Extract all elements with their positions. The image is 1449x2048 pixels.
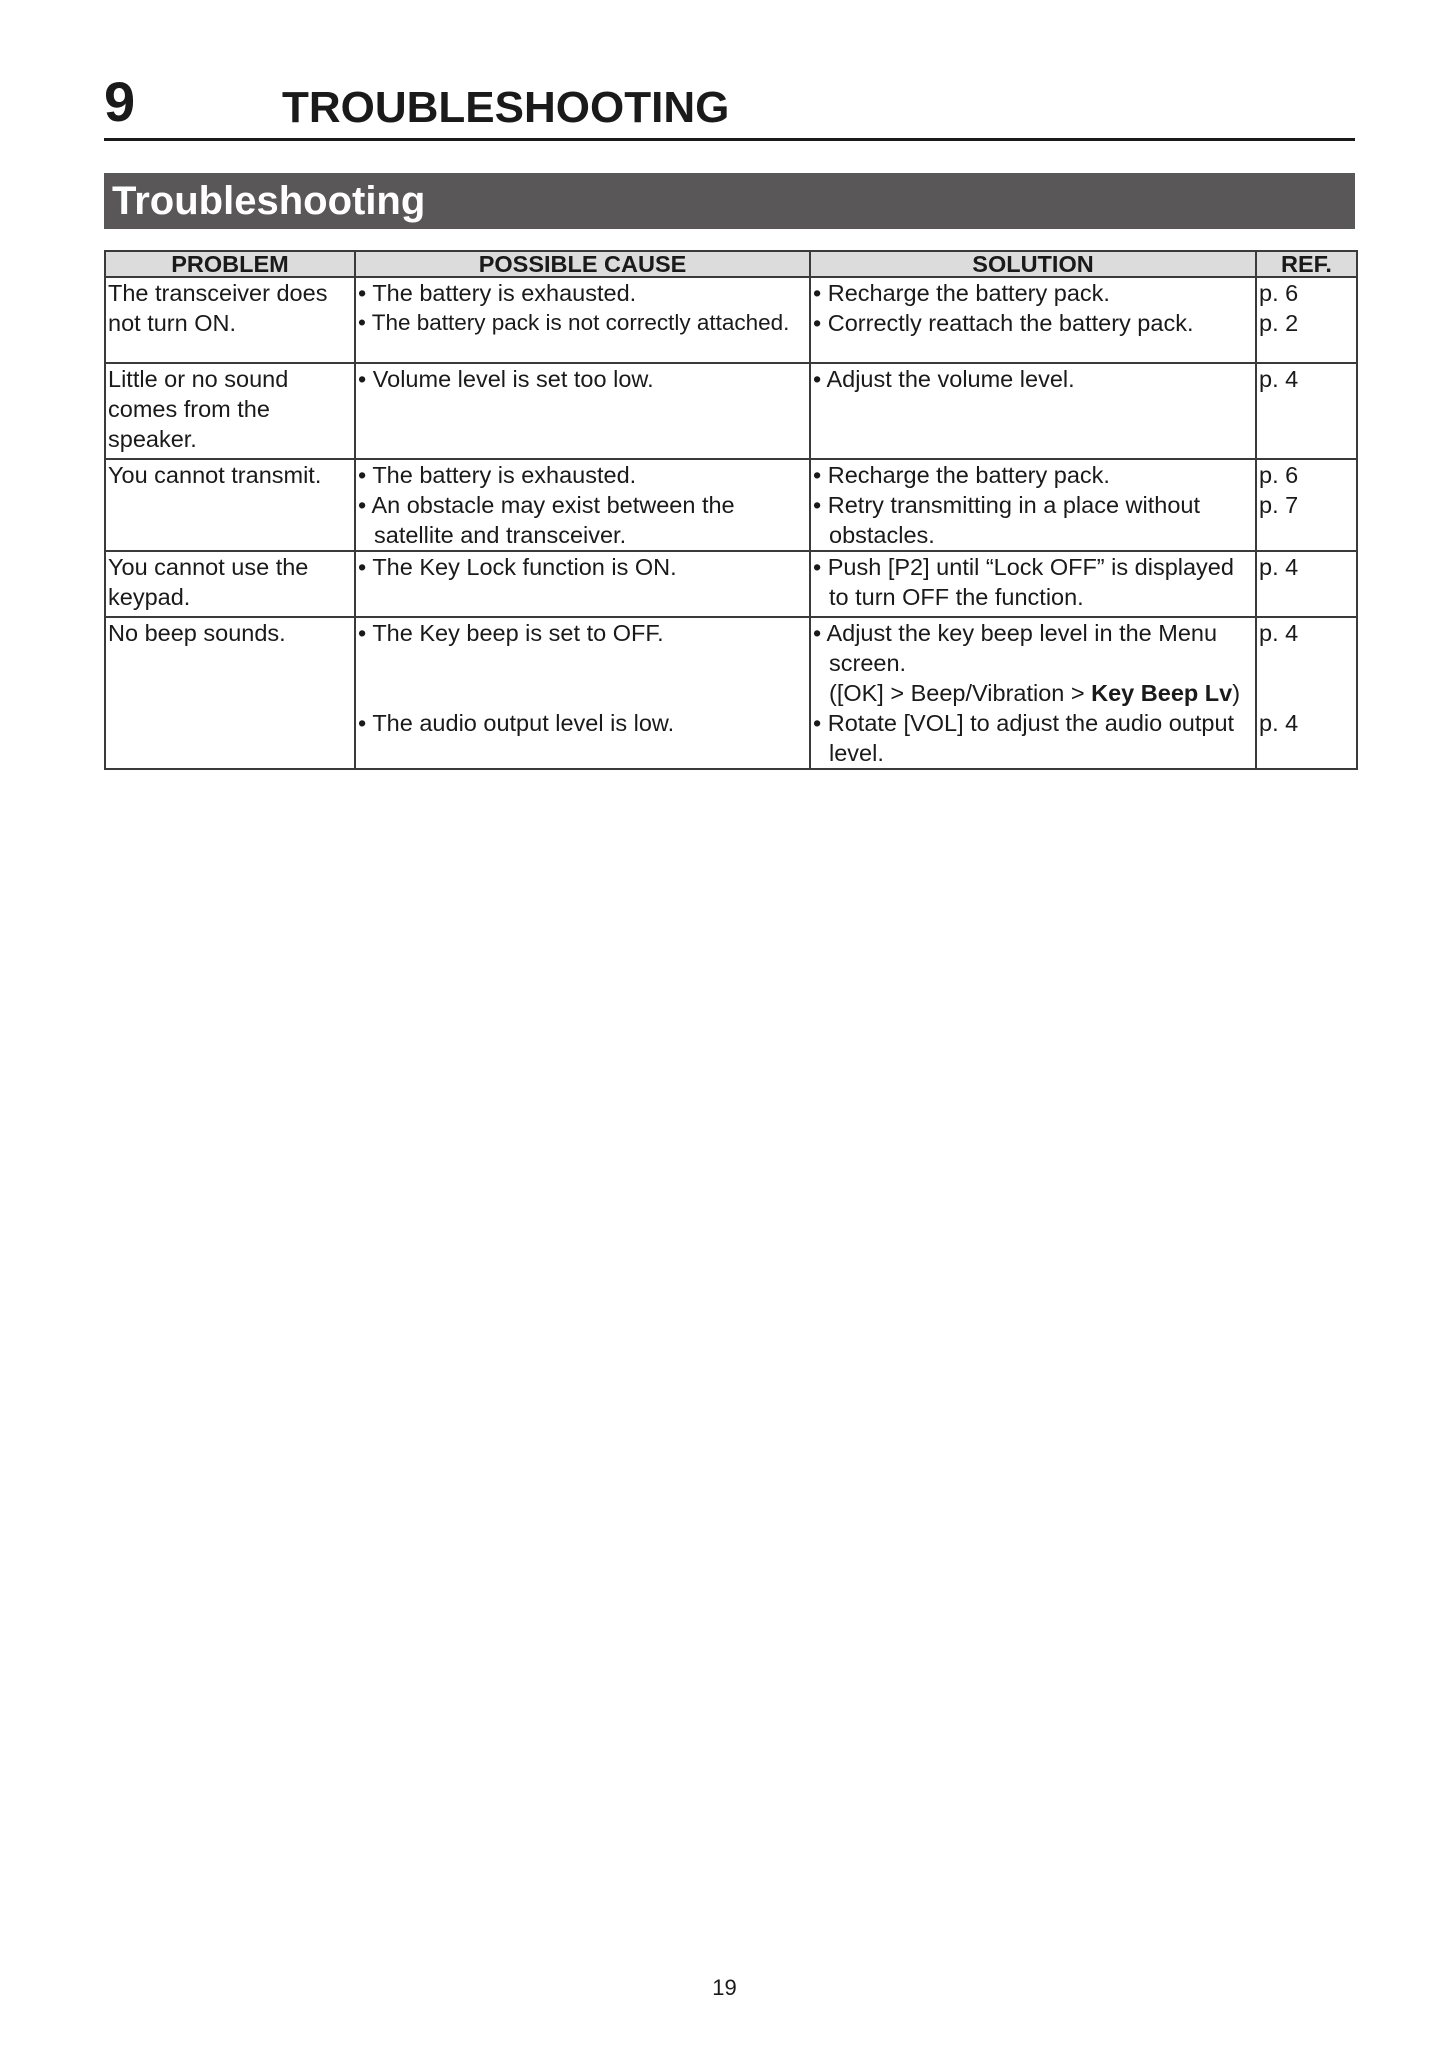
problem-cell: You cannot use the keypad. (105, 551, 355, 617)
cause-cell (355, 459, 810, 551)
ref-item: p. 4 (1259, 710, 1299, 736)
cause-cell (355, 277, 810, 363)
solution-item: • Recharge the battery pack. (813, 280, 1110, 306)
ref-item: p. 7 (1259, 492, 1299, 518)
solution-item: • Adjust the volume level. (813, 366, 1075, 392)
problem-cell: You cannot transmit. (105, 459, 355, 551)
cause-item: • The battery is exhausted. (358, 280, 637, 306)
ref-item: p. 2 (1259, 310, 1299, 336)
menu-path-suffix: ) (1232, 680, 1241, 706)
chapter-number: 9 (104, 70, 136, 133)
solution-item: • Adjust the key beep level in the Menu screen. (813, 620, 1218, 676)
menu-path-item: Key Beep Lv (1091, 680, 1233, 706)
menu-path-prefix: ([OK] > Beep/Vibration > (829, 680, 1092, 706)
solution-item: • Retry transmitting in a place without obstacles. (813, 492, 1201, 548)
solution-cell (810, 363, 1256, 459)
problem-cell: No beep sounds. (105, 617, 355, 769)
table-header-row (105, 251, 1357, 277)
cell-spacer (1259, 678, 1354, 708)
solution-cell (810, 277, 1256, 363)
cause-item: • The audio output level is low. (358, 710, 675, 736)
header-ref: REF. (1256, 251, 1357, 277)
table-row (105, 277, 1357, 363)
solution-cell (810, 617, 1256, 769)
table-row (105, 617, 1357, 769)
ref-item: p. 4 (1259, 620, 1299, 646)
cause-item: • The battery pack is not correctly attached. (358, 310, 790, 335)
solution-item: • Push [P2] until “Lock OFF” is displayed to turn OFF the function. (813, 554, 1234, 610)
cause-item: • The Key beep is set to OFF. (358, 620, 664, 646)
header-solution: SOLUTION (810, 251, 1256, 277)
cell-spacer (358, 678, 807, 708)
ref-cell (1256, 363, 1357, 459)
solution-item: • Recharge the battery pack. (813, 462, 1110, 488)
header-problem: PROBLEM (105, 251, 355, 277)
cause-item: • The Key Lock function is ON. (358, 554, 677, 580)
problem-cell: Little or no sound comes from the speaker. (105, 363, 355, 459)
problem-cell: The transceiver does not turn ON. (105, 277, 355, 363)
menu-path (813, 678, 1253, 708)
page-number: 19 (712, 1975, 737, 2000)
cause-cell (355, 551, 810, 617)
troubleshooting-table (104, 250, 1358, 770)
solution-item: • Correctly reattach the battery pack. (813, 310, 1194, 336)
ref-cell (1256, 277, 1357, 363)
section-title: Troubleshooting (104, 173, 1355, 229)
solution-cell (810, 459, 1256, 551)
cause-item: • The battery is exhausted. (358, 462, 637, 488)
chapter-title: TROUBLESHOOTING (282, 83, 730, 132)
table-row (105, 459, 1357, 551)
ref-item: p. 4 (1259, 366, 1299, 392)
chapter-header (104, 72, 1355, 141)
solution-cell (810, 551, 1256, 617)
table-row (105, 551, 1357, 617)
cause-item: • Volume level is set too low. (358, 366, 654, 392)
ref-item: p. 6 (1259, 462, 1299, 488)
cause-item: • An obstacle may exist between the satellite and transceiver. (358, 492, 735, 548)
ref-cell (1256, 617, 1357, 769)
cell-spacer (1259, 648, 1354, 678)
ref-item: p. 4 (1259, 554, 1299, 580)
table-row (105, 363, 1357, 459)
cause-cell (355, 617, 810, 769)
ref-cell (1256, 459, 1357, 551)
solution-item: • Rotate [VOL] to adjust the audio output level. (813, 710, 1235, 766)
header-possible-cause: POSSIBLE CAUSE (355, 251, 810, 277)
ref-item: p. 6 (1259, 280, 1299, 306)
cause-cell (355, 363, 810, 459)
cell-spacer (358, 648, 807, 678)
ref-cell (1256, 551, 1357, 617)
